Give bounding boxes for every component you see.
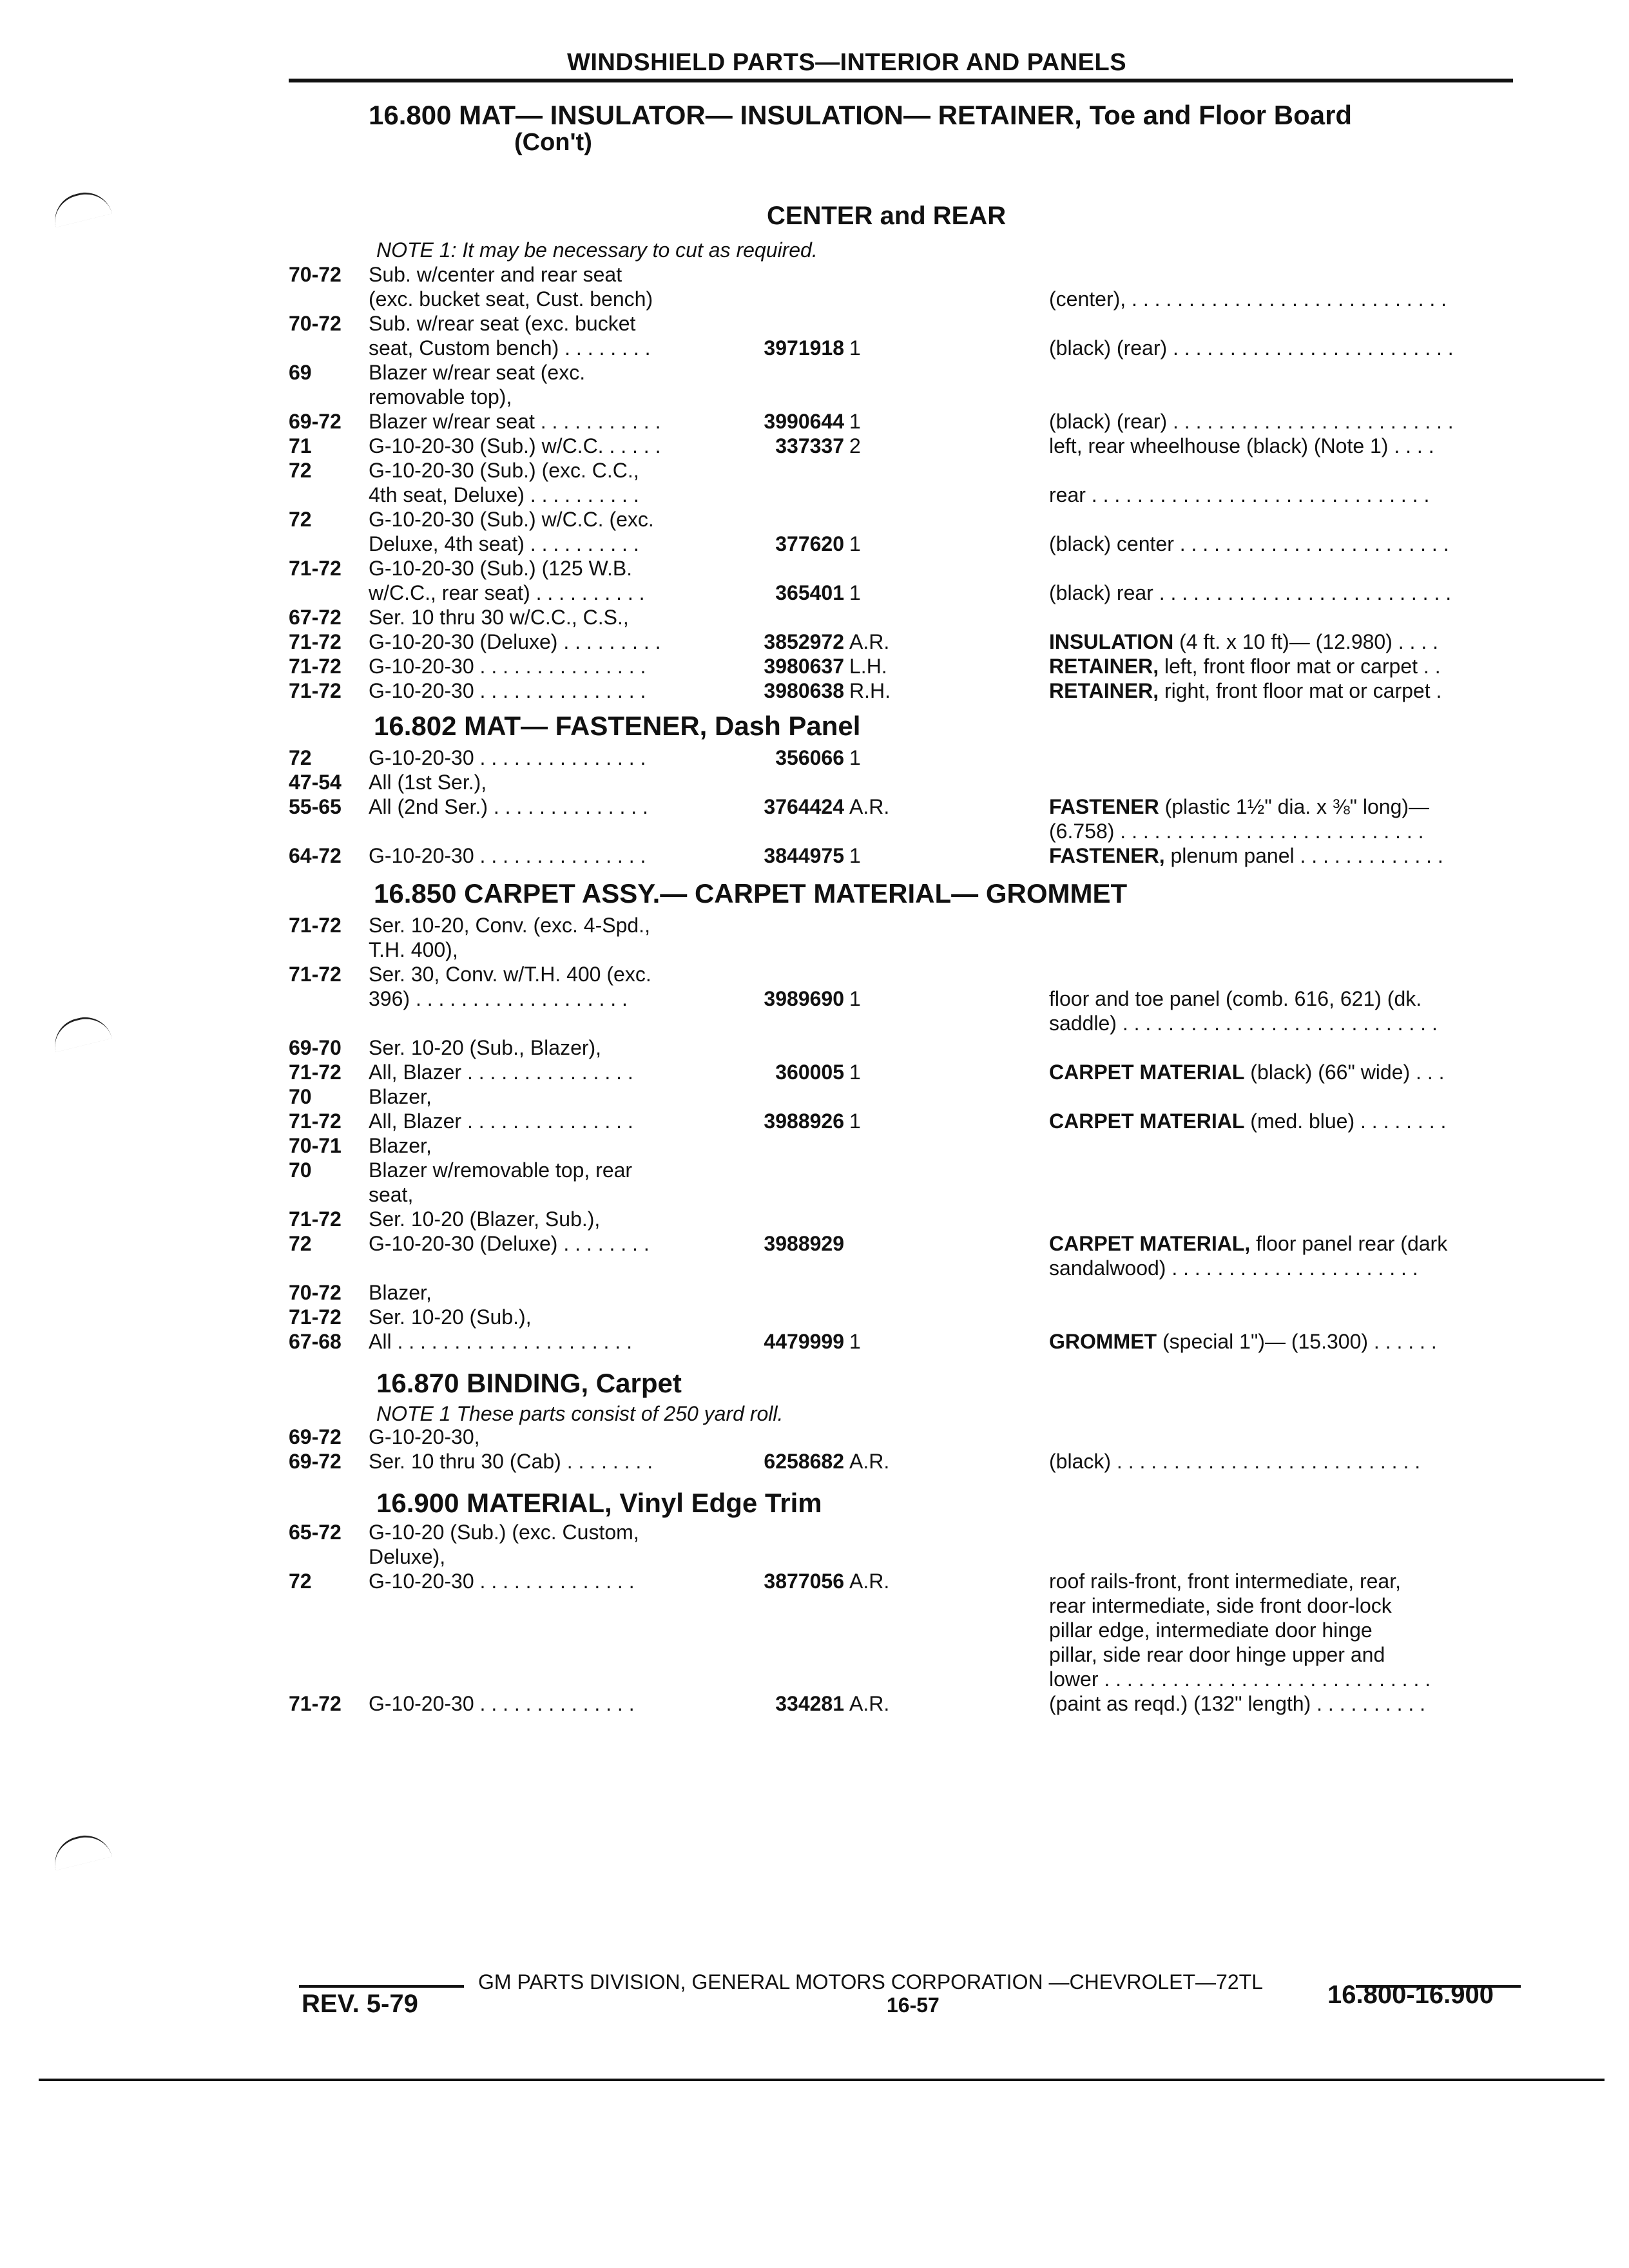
- table-row: [0, 938, 1629, 961]
- part-number: 3844975: [764, 844, 844, 867]
- footer-revision: REV. 5-79: [302, 1990, 418, 2018]
- year-range: 69-72: [289, 410, 342, 433]
- table-row: [0, 679, 1629, 702]
- quantity: A.R.: [849, 630, 890, 653]
- application-description: Ser. 10 thru 30 w/C.C., C.S.,: [369, 606, 629, 629]
- application-description: Blazer,: [369, 1134, 432, 1157]
- part-description: (plastic 1½" dia. x ⅜" long)—: [1159, 795, 1430, 818]
- table-row: [0, 1256, 1629, 1280]
- year-range: 72: [289, 459, 312, 482]
- table-row: [0, 1012, 1629, 1035]
- part-description: floor panel rear (dark: [1250, 1232, 1448, 1255]
- application-description: G-10-20-30 (Deluxe) . . . . . . . .: [369, 1232, 650, 1255]
- part-name: RETAINER,: [1049, 655, 1159, 678]
- part-name-description: [1049, 630, 1438, 654]
- year-range: 71: [289, 434, 312, 457]
- quantity: 2: [849, 434, 861, 457]
- part-description: floor and toe panel (comb. 616, 621) (dk.: [1049, 987, 1422, 1010]
- year-range: 67-72: [289, 606, 342, 629]
- part-number: 3990644: [764, 410, 844, 433]
- footer-section-range: 16.800-16.900: [1327, 1981, 1494, 2009]
- part-name-description: [1049, 655, 1441, 678]
- part-description: roof rails-front, front intermediate, rear,: [1049, 1570, 1401, 1593]
- table-row: [0, 1036, 1629, 1059]
- part-name: GROMMET: [1049, 1330, 1157, 1353]
- application-description: G-10-20 (Sub.) (exc. Custom,: [369, 1521, 639, 1544]
- part-number: 3980638: [764, 679, 844, 702]
- quantity: 1: [849, 1110, 861, 1133]
- table-row: [0, 459, 1629, 482]
- header-rule: [289, 79, 1513, 82]
- section-16802-heading: 16.802 MAT— FASTENER, Dash Panel: [374, 711, 861, 741]
- part-name: FASTENER,: [1049, 844, 1165, 867]
- table-row: [0, 1232, 1629, 1255]
- application-description: Deluxe, 4th seat) . . . . . . . . . .: [369, 532, 639, 555]
- year-range: 71-72: [289, 679, 342, 702]
- part-name-description: [1049, 410, 1454, 434]
- part-name-description: [1049, 287, 1447, 311]
- part-number: 3764424: [764, 795, 844, 818]
- part-name-description: [1049, 1110, 1446, 1133]
- margin-mark: [49, 1830, 112, 1870]
- table-row: [0, 1545, 1629, 1568]
- table-row: [0, 385, 1629, 408]
- section-16870-heading: 16.870 BINDING, Carpet: [376, 1368, 682, 1398]
- part-name-description: [1049, 1256, 1418, 1280]
- part-name-description: [1049, 987, 1422, 1011]
- part-number: 337337: [775, 434, 844, 457]
- subheading-center-rear: CENTER and REAR: [767, 202, 1007, 230]
- part-name: CARPET MATERIAL: [1049, 1110, 1245, 1133]
- table-row: [0, 581, 1629, 604]
- year-range: 72: [289, 746, 312, 769]
- table-row: [0, 1330, 1629, 1353]
- table-row: [0, 532, 1629, 555]
- application-description: G-10-20-30 . . . . . . . . . . . . . . .: [369, 746, 646, 769]
- part-name-description: [1049, 795, 1429, 819]
- part-description: rear . . . . . . . . . . . . . . . . . . . . . . . . . . . . . .: [1049, 483, 1430, 506]
- year-range: 70-72: [289, 263, 342, 286]
- table-row: [0, 1281, 1629, 1304]
- part-description: rear intermediate, side front door-lock: [1049, 1594, 1392, 1617]
- part-description: pillar edge, intermediate door hinge: [1049, 1619, 1373, 1642]
- table-row: [0, 1085, 1629, 1108]
- quantity: 1: [849, 1330, 861, 1353]
- application-description: G-10-20-30 (Sub.) (exc. C.C.,: [369, 459, 639, 482]
- application-description: 4th seat, Deluxe) . . . . . . . . . .: [369, 483, 639, 506]
- part-name-description: [1049, 336, 1454, 360]
- note-1-binding: NOTE 1 These parts consist of 250 yard roll.: [376, 1402, 784, 1425]
- table-row: [0, 1110, 1629, 1133]
- part-number: 6258682: [764, 1450, 844, 1473]
- application-description: All (1st Ser.),: [369, 771, 487, 794]
- application-description: G-10-20-30 . . . . . . . . . . . . . . .: [369, 679, 646, 702]
- application-description: G-10-20-30 . . . . . . . . . . . . . .: [369, 1692, 635, 1715]
- table-row: [0, 1305, 1629, 1329]
- table-row: [0, 1158, 1629, 1182]
- note-1: NOTE 1: It may be necessary to cut as required.: [376, 238, 818, 262]
- application-description: All, Blazer . . . . . . . . . . . . . . .: [369, 1110, 633, 1133]
- table-row: [0, 630, 1629, 653]
- table-row: [0, 1425, 1629, 1448]
- year-range: 71-72: [289, 1061, 342, 1084]
- part-name-description: [1049, 483, 1429, 507]
- year-range: 69-72: [289, 1425, 342, 1448]
- year-range: 69: [289, 361, 312, 384]
- application-description: G-10-20-30 . . . . . . . . . . . . . . .: [369, 655, 646, 678]
- year-range: 70-71: [289, 1134, 342, 1157]
- table-row: [0, 557, 1629, 580]
- part-name-description: [1049, 1619, 1373, 1642]
- quantity: 1: [849, 532, 861, 555]
- application-description: G-10-20-30 . . . . . . . . . . . . . .: [369, 1570, 635, 1593]
- table-row: [0, 1643, 1629, 1666]
- table-row: [0, 1570, 1629, 1593]
- part-description: (special 1")— (15.300) . . . . . .: [1157, 1330, 1437, 1353]
- application-description: G-10-20-30 (Sub.) (125 W.B.: [369, 557, 633, 580]
- table-row: [0, 361, 1629, 384]
- part-description: (4 ft. x 10 ft)— (12.980) . . . .: [1173, 630, 1438, 653]
- table-row: [0, 820, 1629, 843]
- table-row: [0, 1134, 1629, 1157]
- table-row: [0, 606, 1629, 629]
- part-description: (black) rear . . . . . . . . . . . . . . . . . . . . . . . . . .: [1049, 581, 1452, 604]
- part-number: 3988929: [764, 1232, 844, 1255]
- table-row: [0, 987, 1629, 1010]
- quantity: A.R.: [849, 1450, 890, 1473]
- page-title: WINDSHIELD PARTS—INTERIOR AND PANELS: [567, 49, 1127, 76]
- application-description: G-10-20-30 . . . . . . . . . . . . . . .: [369, 844, 646, 867]
- application-description: T.H. 400),: [369, 938, 458, 961]
- application-description: Blazer,: [369, 1281, 432, 1304]
- part-name-description: [1049, 434, 1434, 458]
- part-number: 365401: [775, 581, 844, 604]
- table-row: [0, 263, 1629, 286]
- table-row: [0, 655, 1629, 678]
- quantity: 1: [849, 746, 861, 769]
- part-description: right, front floor mat or carpet .: [1159, 679, 1442, 702]
- part-description: (6.758) . . . . . . . . . . . . . . . . . . . . . . . . . . .: [1049, 820, 1424, 843]
- year-range: 71-72: [289, 963, 342, 986]
- year-range: 65-72: [289, 1521, 342, 1544]
- table-row: [0, 795, 1629, 818]
- application-description: All (2nd Ser.) . . . . . . . . . . . . . .: [369, 795, 648, 818]
- table-row: [0, 914, 1629, 937]
- part-name-description: [1049, 1450, 1420, 1474]
- application-description: Blazer w/rear seat . . . . . . . . . . .: [369, 410, 661, 433]
- part-number: 334281: [775, 1692, 844, 1715]
- application-description: Ser. 10-20 (Blazer, Sub.),: [369, 1207, 601, 1231]
- part-description: pillar, side rear door hinge upper and: [1049, 1643, 1385, 1666]
- table-row: [0, 1692, 1629, 1715]
- part-name-description: [1049, 820, 1423, 843]
- table-row: [0, 483, 1629, 506]
- part-description: plenum panel . . . . . . . . . . . . .: [1164, 844, 1443, 867]
- application-description: w/C.C., rear seat) . . . . . . . . . .: [369, 581, 645, 604]
- part-description: (paint as reqd.) (132" length) . . . . . . . . . .: [1049, 1692, 1426, 1715]
- application-description: Blazer w/rear seat (exc.: [369, 361, 586, 384]
- year-range: 67-68: [289, 1330, 342, 1353]
- quantity: 1: [849, 844, 861, 867]
- quantity: R.H.: [849, 679, 891, 702]
- part-description: (black) (66" wide) . . .: [1244, 1061, 1445, 1084]
- application-description: G-10-20-30,: [369, 1425, 480, 1448]
- part-description: (center), . . . . . . . . . . . . . . . . . . . . . . . . . . . .: [1049, 287, 1447, 311]
- table-row: [0, 963, 1629, 986]
- application-description: Sub. w/rear seat (exc. bucket: [369, 312, 636, 335]
- quantity: 1: [849, 987, 861, 1010]
- year-range: 69-72: [289, 1450, 342, 1473]
- table-row: [0, 1521, 1629, 1544]
- part-description: (med. blue) . . . . . . . .: [1244, 1110, 1447, 1133]
- part-number: 377620: [775, 532, 844, 555]
- part-name: CARPET MATERIAL: [1049, 1061, 1245, 1084]
- application-description: Ser. 10-20, Conv. (exc. 4-Spd.,: [369, 914, 650, 937]
- part-description: (black) (rear) . . . . . . . . . . . . . . . . . . . . . . . . .: [1049, 410, 1454, 433]
- year-range: 70: [289, 1158, 312, 1182]
- table-row: [0, 1619, 1629, 1642]
- part-name-description: [1049, 1061, 1445, 1084]
- part-name-description: [1049, 532, 1449, 556]
- application-description: All . . . . . . . . . . . . . . . . . . . . .: [369, 1330, 632, 1353]
- part-name-description: [1049, 1692, 1425, 1716]
- year-range: 70: [289, 1085, 312, 1108]
- table-row: [0, 1183, 1629, 1206]
- year-range: 71-72: [289, 1305, 342, 1329]
- year-range: 64-72: [289, 844, 342, 867]
- part-number: 3980637: [764, 655, 844, 678]
- table-row: [0, 1667, 1629, 1691]
- year-range: 70-72: [289, 1281, 342, 1304]
- footer-page-number: 16-57: [887, 1994, 940, 2017]
- quantity: 1: [849, 336, 861, 360]
- year-range: 72: [289, 1232, 312, 1255]
- part-number: 356066: [775, 746, 844, 769]
- part-number: 4479999: [764, 1330, 844, 1353]
- year-range: 55-65: [289, 795, 342, 818]
- application-description: Ser. 10-20 (Sub., Blazer),: [369, 1036, 602, 1059]
- year-range: 69-70: [289, 1036, 342, 1059]
- part-description: saddle) . . . . . . . . . . . . . . . . . . . . . . . . . . . .: [1049, 1012, 1438, 1035]
- part-name-description: [1049, 581, 1451, 605]
- page-bottom-rule: [39, 2079, 1605, 2081]
- quantity: 1: [849, 410, 861, 433]
- part-description: lower . . . . . . . . . . . . . . . . . . . . . . . . . . . . .: [1049, 1667, 1431, 1691]
- part-description: (black) . . . . . . . . . . . . . . . . . . . . . . . . . . .: [1049, 1450, 1421, 1473]
- part-number: 3988926: [764, 1110, 844, 1133]
- part-description: sandalwood) . . . . . . . . . . . . . . . . . . . . . .: [1049, 1256, 1418, 1280]
- application-description: Ser. 10-20 (Sub.),: [369, 1305, 532, 1329]
- part-name-description: [1049, 1232, 1447, 1256]
- part-name-description: [1049, 1594, 1392, 1618]
- part-name: CARPET MATERIAL,: [1049, 1232, 1251, 1255]
- section-16850-heading: 16.850 CARPET ASSY.— CARPET MATERIAL— GROMMET: [374, 878, 1128, 908]
- table-row: [0, 1594, 1629, 1617]
- year-range: 70-72: [289, 312, 342, 335]
- table-row: [0, 1061, 1629, 1084]
- table-row: [0, 844, 1629, 867]
- application-description: G-10-20-30 (Deluxe) . . . . . . . . .: [369, 630, 661, 653]
- year-range: 71-72: [289, 1692, 342, 1715]
- part-description: (black) (rear) . . . . . . . . . . . . . . . . . . . . . . . . .: [1049, 336, 1454, 360]
- application-description: removable top),: [369, 385, 512, 408]
- year-range: 72: [289, 1570, 312, 1593]
- application-description: Ser. 10 thru 30 (Cab) . . . . . . . .: [369, 1450, 653, 1473]
- part-number: 3971918: [764, 336, 844, 360]
- part-name-description: [1049, 1667, 1431, 1691]
- quantity: A.R.: [849, 1692, 890, 1715]
- part-name-description: [1049, 1012, 1438, 1035]
- part-description: (black) center . . . . . . . . . . . . . . . . . . . . . . . .: [1049, 532, 1449, 555]
- part-name-description: [1049, 844, 1443, 868]
- year-range: 47-54: [289, 771, 342, 794]
- part-number: 3989690: [764, 987, 844, 1010]
- year-range: 71-72: [289, 914, 342, 937]
- part-name-description: [1049, 679, 1441, 703]
- table-row: [0, 312, 1629, 335]
- application-description: seat, Custom bench) . . . . . . . .: [369, 336, 651, 360]
- table-row: [0, 434, 1629, 457]
- quantity: A.R.: [849, 1570, 890, 1593]
- section-16900-heading: 16.900 MATERIAL, Vinyl Edge Trim: [376, 1488, 822, 1518]
- quantity: L.H.: [849, 655, 887, 678]
- part-number: 360005: [775, 1061, 844, 1084]
- application-description: (exc. bucket seat, Cust. bench): [369, 287, 653, 311]
- footer-corporation: GM PARTS DIVISION, GENERAL MOTORS CORPORATION —CHEVROLET—72TL: [478, 1970, 1263, 1994]
- part-description: left, front floor mat or carpet . .: [1159, 655, 1441, 678]
- quantity: A.R.: [849, 795, 890, 818]
- application-description: Ser. 30, Conv. w/T.H. 400 (exc.: [369, 963, 651, 986]
- application-description: Blazer,: [369, 1085, 432, 1108]
- quantity: 1: [849, 1061, 861, 1084]
- year-range: 71-72: [289, 1110, 342, 1133]
- part-name: RETAINER,: [1049, 679, 1159, 702]
- year-range: 71-72: [289, 557, 342, 580]
- table-row: [0, 287, 1629, 311]
- part-name-description: [1049, 1643, 1385, 1667]
- year-range: 71-72: [289, 630, 342, 653]
- part-name-description: [1049, 1330, 1437, 1354]
- application-description: 396) . . . . . . . . . . . . . . . . . . .: [369, 987, 628, 1010]
- year-range: 71-72: [289, 655, 342, 678]
- part-name: INSULATION: [1049, 630, 1174, 653]
- part-number: 3852972: [764, 630, 844, 653]
- application-description: Deluxe),: [369, 1545, 446, 1568]
- application-description: Sub. w/center and rear seat: [369, 263, 622, 286]
- margin-mark: [49, 187, 112, 227]
- table-row: [0, 1207, 1629, 1231]
- part-description: left, rear wheelhouse (black) (Note 1) . . . .: [1049, 434, 1434, 457]
- section-16800-heading: 16.800 MAT— INSULATOR— INSULATION— RETAINER, Toe and Floor Board: [369, 100, 1353, 130]
- application-description: All, Blazer . . . . . . . . . . . . . . .: [369, 1061, 633, 1084]
- year-range: 71-72: [289, 1207, 342, 1231]
- table-row: [0, 1450, 1629, 1473]
- year-range: 72: [289, 508, 312, 531]
- quantity: 1: [849, 581, 861, 604]
- part-number: 3877056: [764, 1570, 844, 1593]
- application-description: G-10-20-30 (Sub.) w/C.C. (exc.: [369, 508, 654, 531]
- table-row: [0, 771, 1629, 794]
- section-16800-heading-cont: (Con't): [514, 129, 592, 156]
- table-row: [0, 746, 1629, 769]
- application-description: Blazer w/removable top, rear: [369, 1158, 633, 1182]
- application-description: G-10-20-30 (Sub.) w/C.C. . . . . .: [369, 434, 661, 457]
- table-row: [0, 336, 1629, 360]
- table-row: [0, 508, 1629, 531]
- table-row: [0, 410, 1629, 433]
- footer-rule-left: [299, 1985, 464, 1988]
- part-name: FASTENER: [1049, 795, 1159, 818]
- application-description: seat,: [369, 1183, 414, 1206]
- part-name-description: [1049, 1570, 1401, 1593]
